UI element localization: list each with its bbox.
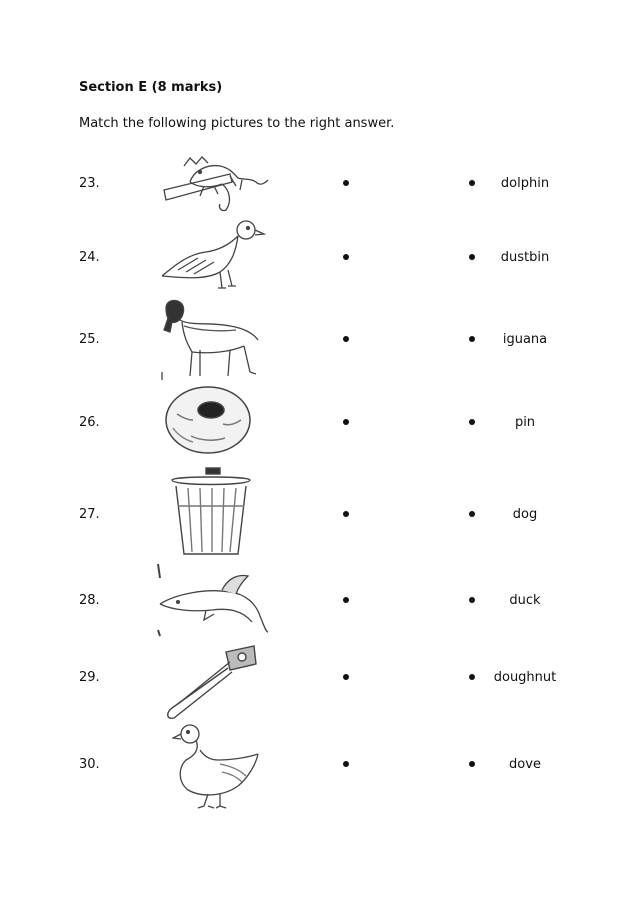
answer-word: dustbin [500, 250, 550, 265]
picture-match-dot[interactable] [343, 419, 349, 425]
picture-match-dot[interactable] [343, 761, 349, 767]
picture-match-dot[interactable] [343, 336, 349, 342]
question-row [0, 248, 638, 268]
dove-drawing [158, 214, 270, 294]
question-row [0, 505, 638, 525]
answer-match-dot[interactable] [469, 674, 475, 680]
picture-match-dot[interactable] [343, 180, 349, 186]
question-number: 28. [79, 593, 100, 608]
question-number: 26. [79, 415, 100, 430]
duck-drawing [172, 720, 262, 812]
question-number: 27. [79, 507, 100, 522]
question-row [0, 591, 638, 611]
answer-word: doughnut [493, 670, 557, 685]
question-row [0, 413, 638, 433]
pin-drawing [162, 642, 262, 722]
answer-word: duck [509, 593, 541, 608]
answer-match-dot[interactable] [469, 761, 475, 767]
question-number: 29. [79, 670, 100, 685]
question-row [0, 330, 638, 350]
answer-match-dot[interactable] [469, 180, 475, 186]
question-number: 30. [79, 757, 100, 772]
answer-word: pin [514, 415, 536, 430]
question-number: 24. [79, 250, 100, 265]
answer-word: iguana [502, 332, 548, 347]
answer-word: dove [509, 757, 541, 772]
question-row [0, 668, 638, 688]
answer-match-dot[interactable] [469, 254, 475, 260]
dog-drawing [160, 296, 266, 384]
iguana-drawing [160, 152, 270, 214]
picture-match-dot[interactable] [343, 674, 349, 680]
dustbin-drawing [166, 466, 256, 560]
answer-word: dolphin [500, 176, 550, 191]
answer-match-dot[interactable] [469, 419, 475, 425]
answer-match-dot[interactable] [469, 336, 475, 342]
question-number: 25. [79, 332, 100, 347]
picture-match-dot[interactable] [343, 597, 349, 603]
question-number: 23. [79, 176, 100, 191]
question-row [0, 755, 638, 775]
instructions: Match the following pictures to the right answer. [79, 116, 395, 131]
doughnut-drawing [163, 384, 253, 456]
answer-match-dot[interactable] [469, 597, 475, 603]
question-row [0, 174, 638, 194]
picture-match-dot[interactable] [343, 511, 349, 517]
dolphin-drawing [156, 560, 270, 640]
section-heading: Section E (8 marks) [79, 80, 223, 95]
answer-word: dog [512, 507, 538, 522]
picture-match-dot[interactable] [343, 254, 349, 260]
answer-match-dot[interactable] [469, 511, 475, 517]
